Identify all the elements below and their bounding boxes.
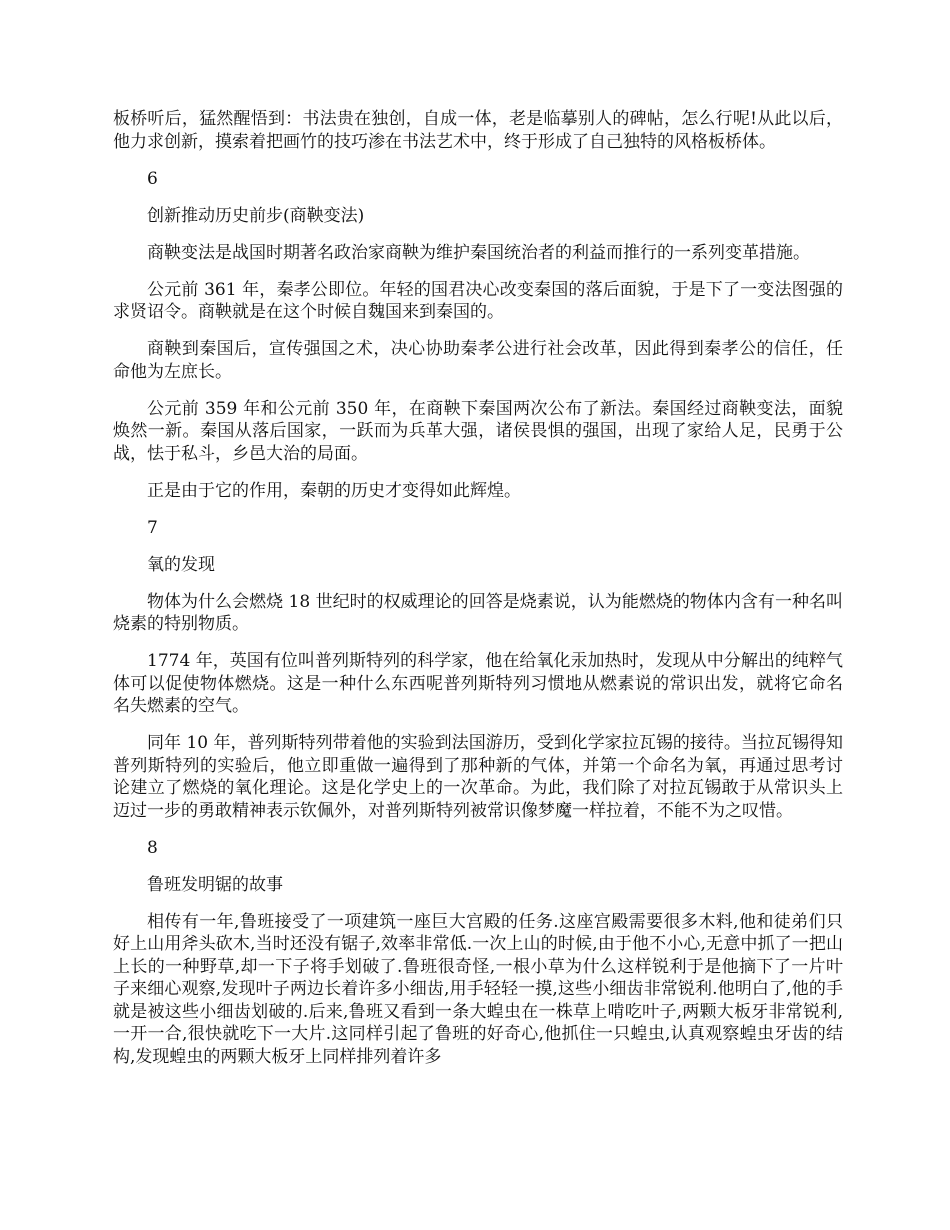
section-number-7: 7 [147,517,158,538]
paragraph-shang-yang-361bc: 公元前 361 年，秦孝公即位。年轻的国君决心改变秦国的落后面貌，于是下了一变法图强的求贤诏令。商鞅就是在这个时候自魏国来到秦国的。 [113,279,843,322]
document-page [113,108,843,1083]
section-title-oxygen: 氧的发现 [147,554,215,575]
paragraph-oxygen-lavoisier: 同年 10 年，普列斯特列带着他的实验到法国游历，受到化学家拉瓦锡的接待。当拉瓦锡得知普列斯特列的实验后，他立即重做一遍得到了那种新的气体，并第一个命名为氧，再通过思考讨论建立了燃烧的氧化理论。这是化学史上的一次革命。为此，我们除了对拉瓦锡敢于从常识头上迈过一步的勇敢精神表示钦佩外，对普列斯特列被常识像梦魔一样拉着，不能不为之叹惜。 [113,733,843,821]
section-title-shang-yang: 创新推动历史前步(商鞅变法) [147,205,365,226]
paragraph-oxygen-question: 物体为什么会燃烧 18 世纪时的权威理论的回答是烧素说，认为能燃烧的物体内含有一种名叫烧素的特别物质。 [113,591,843,634]
section-number-8: 8 [147,837,158,858]
paragraph-shang-yang-reforms: 公元前 359 年和公元前 350 年，在商鞅下秦国两次公布了新法。秦国经过商鞅变法，面貌焕然一新。秦国从落后国家，一跃而为兵革大强，诸侯畏惧的强国，出现了家给人足，民勇于公战，怯于私斗，乡邑大治的局面。 [113,398,843,464]
section-title-lu-ban: 鲁班发明锯的故事 [147,874,283,895]
section-number-6: 6 [147,168,158,189]
paragraph-lu-ban-story: 相传有一年,鲁班接受了一项建筑一座巨大宫殿的任务.这座宫殿需要很多木料,他和徒弟们只好上山用斧头砍木,当时还没有锯子,效率非常低.一次上山的时候,由于他不小心,无意中抓了一把山上长的一种野草,却一下子将手划破了.鲁班很奇怪,一根小草为什么这样锐利于是他摘下了一片叶子来细心观察,发现叶子两边长着许多小细齿,用手轻轻一摸,这些小细齿非常锐利.他明白了,他的手就是被这些小细齿划破的.后来,鲁班又看到一条大蝗虫在一株草上啃吃叶子,两颗大板牙非常锐利,一开一合,很快就吃下一大片.这同样引起了鲁班的好奇心,他抓住一只蝗虫,认真观察蝗虫牙齿的结构,发现蝗虫的两颗大板牙上同样排列着许多 [113,911,843,1067]
paragraph-oxygen-priestley: 1774 年，英国有位叫普列斯特列的科学家，他在给氧化汞加热时，发现从中分解出的纯粹气体可以促使物体燃烧。这是一种什么东西呢普列斯特列习惯地从燃素说的常识出发，就将它命名名失燃素的空气。 [113,651,843,716]
paragraph-shang-yang-conclusion: 正是由于它的作用，秦朝的历史才变得如此辉煌。 [147,480,521,501]
paragraph-shang-yang-intro: 商鞅变法是战国时期著名政治家商鞅为维护秦国统治者的利益而推行的一系列变革措施。 [147,242,810,263]
paragraph-shang-yang-arrival: 商鞅到秦国后，宣传强国之术，决心协助秦孝公进行社会改革，因此得到秦孝公的信任，任命他为左庶长。 [113,339,843,382]
paragraph-banqiao-ending: 板桥听后，猛然醒悟到：书法贵在独创，自成一体，老是临摹别人的碑帖，怎么行呢!从此以后，他力求创新，摸索着把画竹的技巧渗在书法艺术中，终于形成了自己独特的风格板桥体。 [113,109,843,152]
